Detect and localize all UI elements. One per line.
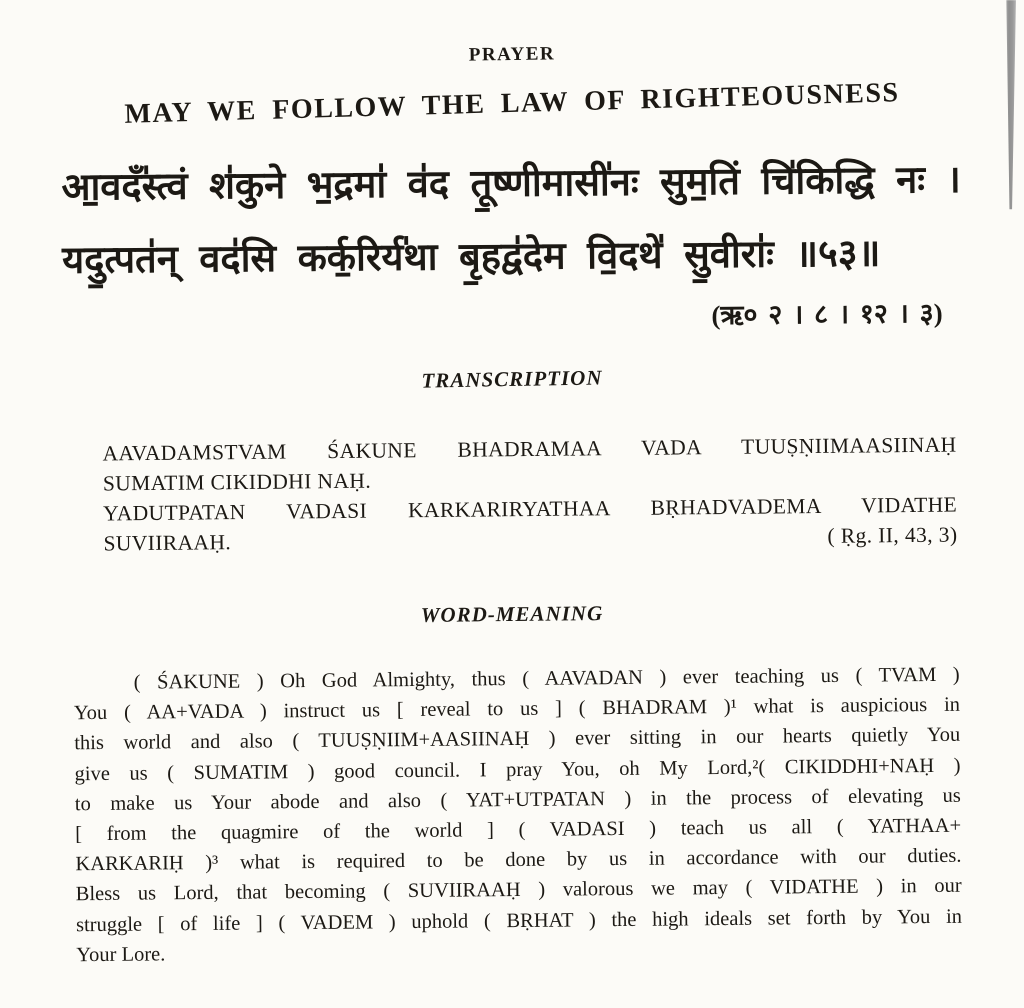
word-meaning-line-6: [ from the quagmire of the world ] ( VADASI ) teach us all ( YATHAA+ <box>75 814 962 846</box>
page-title: MAY WE FOLLOW THE LAW OF RIGHTEOUSNESS <box>124 77 900 130</box>
page-header: PRAYER <box>468 43 556 66</box>
mantra-line-1: आ॒वदँ॑स्त्वं श॑कुने भ॒द्रमा॑ व॑द तू॒ष्णीमासी॑नः सुम॒तिं चि॑किद्धि नः । <box>61 159 962 209</box>
word-meaning-heading: WORD-MEANING <box>420 601 604 627</box>
word-meaning-line-1: ( ŚAKUNE ) Oh God Almighty, thus ( AAVADAN ) ever teaching us ( TVAM ) <box>133 663 960 694</box>
transcription-block <box>102 430 957 559</box>
rigveda-reference: ( Ṛg. II, 43, 3) <box>827 522 958 548</box>
scan-edge-shadow <box>1004 0 1017 218</box>
transcription-line-4-text: SUVIIRAAḤ. <box>103 530 232 556</box>
word-meaning-line-2: You ( AA+VADA ) instruct us [ reveal to us ] ( BHADRAM )¹ what is auspicious in <box>73 693 961 725</box>
word-meaning-line-8: Bless us Lord, that becoming ( SUVIIRAAḤ ) valorous we may ( VIDATHE ) in our <box>75 875 962 906</box>
word-meaning-line-9: struggle [ of life ] ( VADEM ) uphold ( BṚHAT ) the high ideals set forth by You in <box>75 905 963 936</box>
word-meaning-line-7: KARKARIḤ )³ what is required to be done by us in accordance with our duties. <box>75 844 962 876</box>
word-meaning-line-4: give us ( SUMATIM ) good council. I pray You, oh My Lord,²( CIKIDDHI+NAḤ ) <box>74 754 961 785</box>
mantra-reference: (ऋ० २ । ८ । १२ । ३) <box>711 298 943 331</box>
word-meaning-line-10: Your Lore. <box>76 943 166 967</box>
word-meaning-line-5: to make us Your abode and also ( YAT+UTPATAN ) in the process of elevating us <box>74 784 961 816</box>
sanskrit-mantra <box>61 144 962 344</box>
transcription-line-3: YADUTPATAN VADASI KARKARIRYATHAA BṚHADVADEMA VIDATHE <box>103 492 958 526</box>
word-meaning-line-3: this world and also ( TUUṢṆIIM+AASIINAḤ ) ever sitting in our hearts quietly You <box>74 724 961 755</box>
transcription-heading: TRANSCRIPTION <box>421 365 603 393</box>
transcription-line-2: SUMATIM CIKIDDHI NAḤ. <box>102 468 372 496</box>
transcription-line-1: AAVADAMSTVAM ŚAKUNE BHADRAMAA VADA TUUṢṆIIMAASIINAḤ <box>102 432 957 466</box>
word-meaning-paragraph <box>74 660 963 971</box>
mantra-line-2: यदु॒त्पत॑न् वद॑सि कर्क॒रिर्य॑था बृ॒हद्व॑देम वि॒दथे॑ सु॒वीराः॑ ॥५३॥ <box>61 232 881 282</box>
